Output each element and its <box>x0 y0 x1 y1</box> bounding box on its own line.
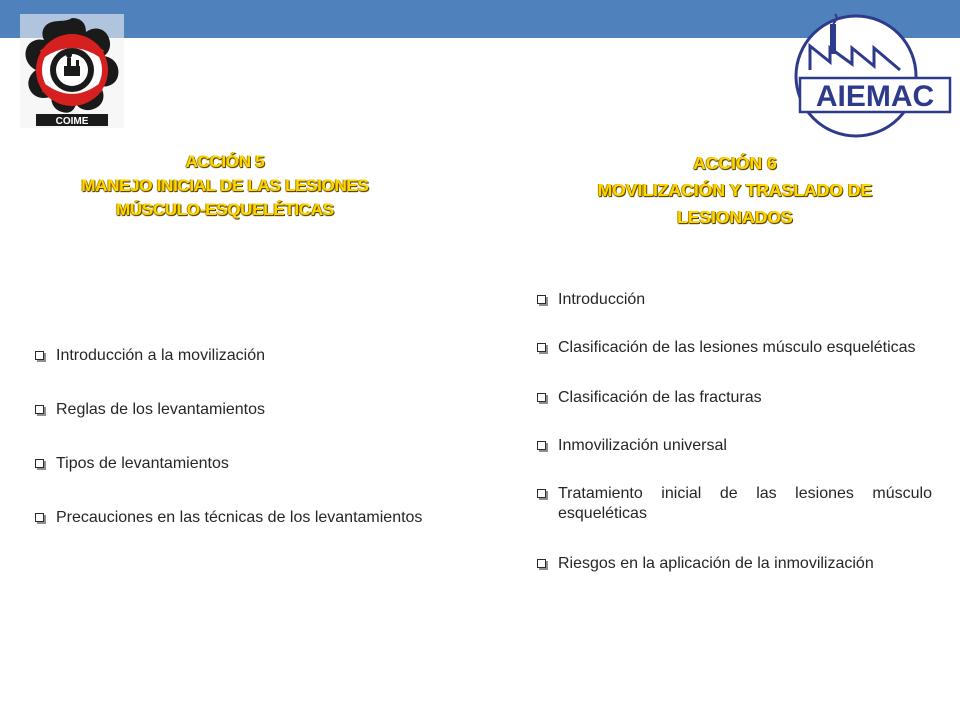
square-bullet-icon <box>537 441 546 450</box>
accion-5-subtitle-line2: MÚSCULO-ESQUELÉTICAS <box>116 200 334 219</box>
square-bullet-icon <box>537 343 546 352</box>
accion-6-heading <box>545 150 925 231</box>
accion-5-heading <box>40 150 410 222</box>
coime-logo-caption: COIME <box>55 116 89 127</box>
accion-6-list <box>534 290 932 602</box>
list-item: Tratamiento inicial de las lesiones músculo esqueléticas <box>534 484 932 524</box>
accion-5-title: ACCIÓN 5 <box>185 152 265 171</box>
square-bullet-icon <box>537 295 546 304</box>
aiemac-logo <box>790 12 952 140</box>
square-bullet-icon <box>35 351 44 360</box>
square-bullet-icon <box>537 559 546 568</box>
square-bullet-icon <box>35 459 44 468</box>
aiemac-logo-caption: AIEMAC <box>815 80 935 113</box>
accion-5-list <box>32 346 426 562</box>
accion-5-subtitle-line1: MANEJO INICIAL DE LAS LESIONES <box>81 176 369 195</box>
coime-logo <box>20 14 124 128</box>
list-item: Introducción a la movilización <box>32 346 426 366</box>
list-item: Reglas de los levantamientos <box>32 400 426 420</box>
accion-6-title: ACCIÓN 6 <box>693 153 777 173</box>
list-item: Clasificación de las lesiones músculo esqueléticas <box>534 338 932 358</box>
square-bullet-icon <box>35 513 44 522</box>
list-item: Inmovilización universal <box>534 436 932 456</box>
square-bullet-icon <box>35 405 44 414</box>
list-item: Precauciones en las técnicas de los levantamientos <box>32 508 426 528</box>
accion-6-subtitle-line2: LESIONADOS <box>677 207 793 227</box>
square-bullet-icon <box>537 489 546 498</box>
list-item: Clasificación de las fracturas <box>534 388 932 408</box>
list-item: Riesgos en la aplicación de la inmovilización <box>534 554 932 574</box>
list-item: Introducción <box>534 290 932 310</box>
square-bullet-icon <box>537 393 546 402</box>
accion-6-subtitle-line1: MOVILIZACIÓN Y TRASLADO DE <box>597 180 873 200</box>
list-item: Tipos de levantamientos <box>32 454 426 474</box>
